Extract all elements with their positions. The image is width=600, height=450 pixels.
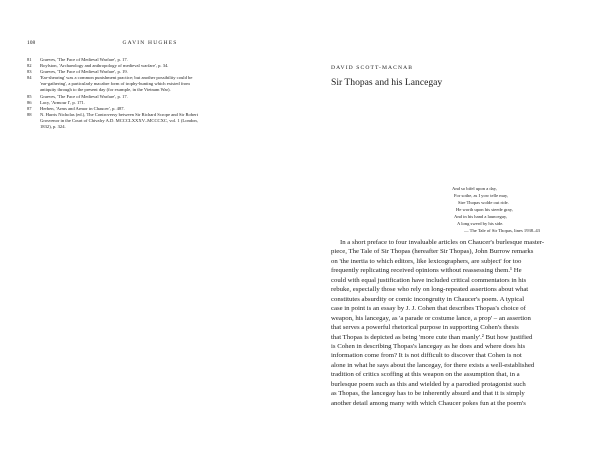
epigraph-line: For sothe, as I yow telle may,: [454, 193, 509, 198]
body-line: In a short preface to four invaluable articles on Chaucer's burlesque master-: [340, 239, 545, 246]
right-page: [300, 0, 600, 450]
endnote-number: 88: [27, 111, 32, 117]
chapter-author: DAVID SCOTT-MACNAB: [331, 65, 414, 71]
endnote-text: N. Harris Nicholas (ed.), The Controversy between Sir Richard Scrope and Sir Robert: [40, 111, 198, 117]
body-line: piece, The Tale of Sir Thopas (hereafter Sir Thopas), John Burrow remarks: [331, 248, 534, 256]
chapter-title: Sir Thopas and his Lancegay: [331, 77, 443, 88]
endnote-number: 86: [27, 99, 32, 105]
endnote-text: Graeves, 'The Face of Medieval Warfare', p. 17.: [40, 93, 128, 99]
endnote-text: 'Ear-shearing' was a common punishment practice; but another possibility could be: [40, 75, 193, 81]
body-line: alone in what he says about the lancegay, for there exists a well-established: [331, 361, 535, 369]
epigraph-line: He worth upon his steede gray,: [456, 207, 513, 212]
endnote: [27, 124, 289, 130]
body-line: weapon, his lancegay, as 'a parade or costume lance, a prop' – an assertion: [331, 314, 531, 322]
body-line: another detail among many with which Chaucer pokes fun at the poem's: [331, 399, 526, 407]
body-text: [331, 238, 593, 408]
endnote-text: Graeves, 'The Face of Medieval Warfare', p. 17.: [40, 57, 128, 62]
endnote-text: Boylston, 'Archaeology and anthropology of medieval warfare', p. 34.: [40, 63, 169, 69]
endnote-number: 85: [27, 93, 32, 99]
body-line: burlesque poem such as this and wielded by a parodied protagonist such: [331, 380, 526, 388]
body-line: that serves a powerful rhetorical purpose in supporting Cohen's thesis: [331, 324, 519, 332]
endnote-number: 87: [27, 105, 32, 111]
endnotes-list: [27, 57, 289, 130]
epigraph-line: Sire Thopas wolde out ride.: [458, 200, 509, 205]
endnote-text: 'ear-gathering', a particularly macabre form of trophy-hunting which existed from: [40, 81, 190, 87]
body-line: could with equal justification have included critical commentators in his: [331, 276, 527, 284]
body-line: frequently replicating received opinions without reassessing them.¹ He: [331, 267, 522, 275]
body-line: case in point is an essay by J. J. Cohen that describes Thopas's choice of: [331, 305, 526, 313]
page-number: 108: [27, 40, 36, 46]
body-line: on 'the inertia to which editors, like lexicographers, are subject' for too: [331, 257, 522, 265]
body-line: as Thopas, the lancegay has to be inherently absurd and that it is simply: [331, 390, 525, 398]
endnote-number: 82: [27, 63, 32, 69]
body-line: information come from? It is not difficult to discover that Cohen is not: [331, 352, 522, 360]
endnote-number: [27, 124, 40, 130]
body-line: constitutes absurdity or comic incongruity in Chaucer's poem. A typical: [331, 295, 525, 303]
epigraph-source: — The Tale of Sir Thopas, lines 1938–43: [464, 228, 540, 233]
running-head: GAVIN HUGHES: [122, 40, 178, 46]
endnote-number: 81: [27, 57, 32, 62]
body-line: rebuke, especially those who rely on long-repeated assertions about what: [331, 286, 529, 294]
endnote-number: 83: [27, 69, 32, 75]
endnote-text: Graeves, 'The Face of Medieval Warfare', p. 19.: [40, 69, 128, 75]
epigraph: [450, 185, 595, 234]
endnote-text: Lacy, 'Armour I', p. 171.: [40, 99, 85, 105]
endnote-number: 84: [27, 75, 32, 81]
endnote-text: Grosvenor in the Court of Chivalry A.D. MCCCLXXXV–MCCCXC, vol. 1 (London,: [40, 117, 198, 123]
epigraph-line: And in his hand a launcegay,: [454, 214, 508, 219]
body-line: is Cohen in describing Thopas's lancegay as he does and where does his: [331, 342, 526, 350]
endnote-text: Herben, 'Arms and Armor in Chaucer', p. 487.: [40, 105, 125, 111]
body-line: that Thopas is depicted as being 'more cute than manly'.² But how justified: [331, 333, 533, 341]
endnote-text: antiquity through to the present day (for example, in the Vietnam War).: [40, 87, 171, 93]
epigraph-line: A long swerd by his side.: [457, 221, 504, 226]
epigraph-line: And so bifel upon a day,: [452, 186, 497, 191]
body-line: tradition of critics scoffing at this weapon on the assumption that, in a: [331, 371, 520, 379]
endnote-text: 1832), p. 324.: [40, 124, 66, 130]
